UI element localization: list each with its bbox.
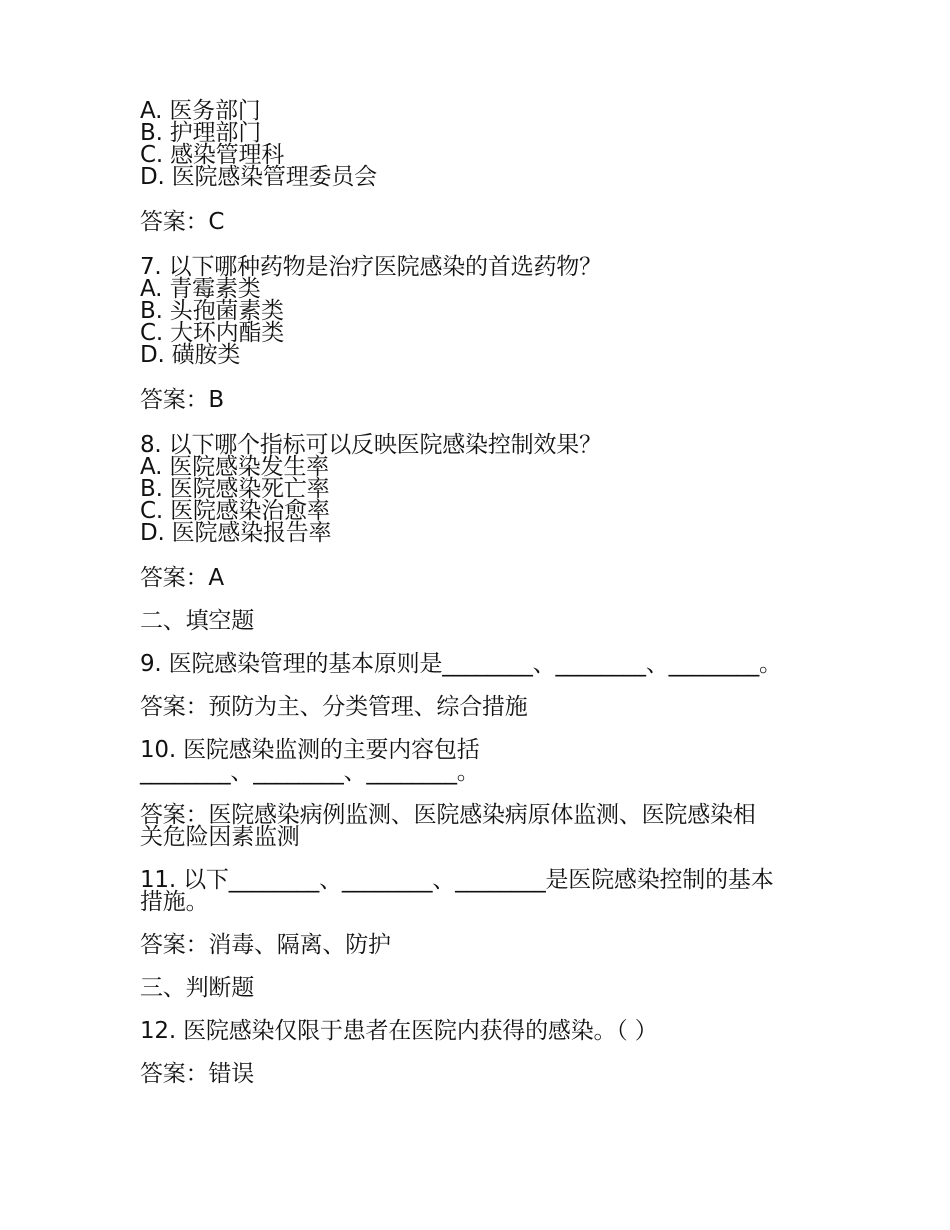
question-11	[140, 869, 820, 913]
question-text-line1: 10. 医院感染监测的主要内容包括	[140, 737, 480, 763]
question-6-options	[140, 100, 820, 188]
answer-10	[140, 804, 820, 848]
option-d: D. 磺胺类	[140, 342, 241, 368]
option-d: D. 医院感染管理委员会	[140, 164, 377, 190]
question-text-line2: 措施。	[140, 889, 209, 915]
question-text: 8. 以下哪个指标可以反映医院感染控制效果？	[140, 432, 602, 458]
question-12: 12. 医院感染仅限于患者在医院内获得的感染。（ ）	[140, 1018, 658, 1044]
section-heading-fill-in: 二、填空题	[140, 608, 255, 634]
option-a: A. 医务部门	[140, 98, 261, 124]
question-10	[140, 739, 820, 783]
answer-9: 答案：预防为主、分类管理、综合措施	[140, 694, 528, 720]
option-d: D. 医院感染报告率	[140, 520, 332, 546]
answer-11: 答案：消毒、隔离、防护	[140, 932, 391, 958]
question-9: 9. 医院感染管理的基本原则是________、________、________。	[140, 651, 782, 677]
option-b: B. 头孢菌素类	[140, 298, 284, 324]
option-c: C. 医院感染治愈率	[140, 498, 330, 524]
option-c: C. 感染管理科	[140, 142, 285, 168]
option-b: B. 护理部门	[140, 120, 262, 146]
option-a: A. 医院感染发生率	[140, 454, 329, 480]
question-8	[140, 434, 820, 544]
option-b: B. 医院感染死亡率	[140, 476, 330, 502]
section-heading-true-false: 三、判断题	[140, 975, 255, 1001]
answer-7: 答案：B	[140, 387, 224, 413]
answer-12: 答案：错误	[140, 1061, 255, 1087]
answer-6: 答案：C	[140, 209, 225, 235]
question-text-line2: ________、________、________。	[140, 759, 480, 785]
option-a: A. 青霉素类	[140, 276, 261, 302]
answer-8: 答案：A	[140, 565, 224, 591]
question-text: 7. 以下哪种药物是治疗医院感染的首选药物？	[140, 254, 602, 280]
question-text-line1: 11. 以下________、________、________是医院感染控制的基本	[140, 867, 774, 893]
answer-line1: 答案：医院感染病例监测、医院感染病原体监测、医院感染相	[140, 802, 756, 828]
question-7	[140, 256, 820, 366]
option-c: C. 大环内酯类	[140, 320, 285, 346]
answer-line2: 关危险因素监测	[140, 824, 300, 850]
document-page	[140, 100, 820, 1085]
